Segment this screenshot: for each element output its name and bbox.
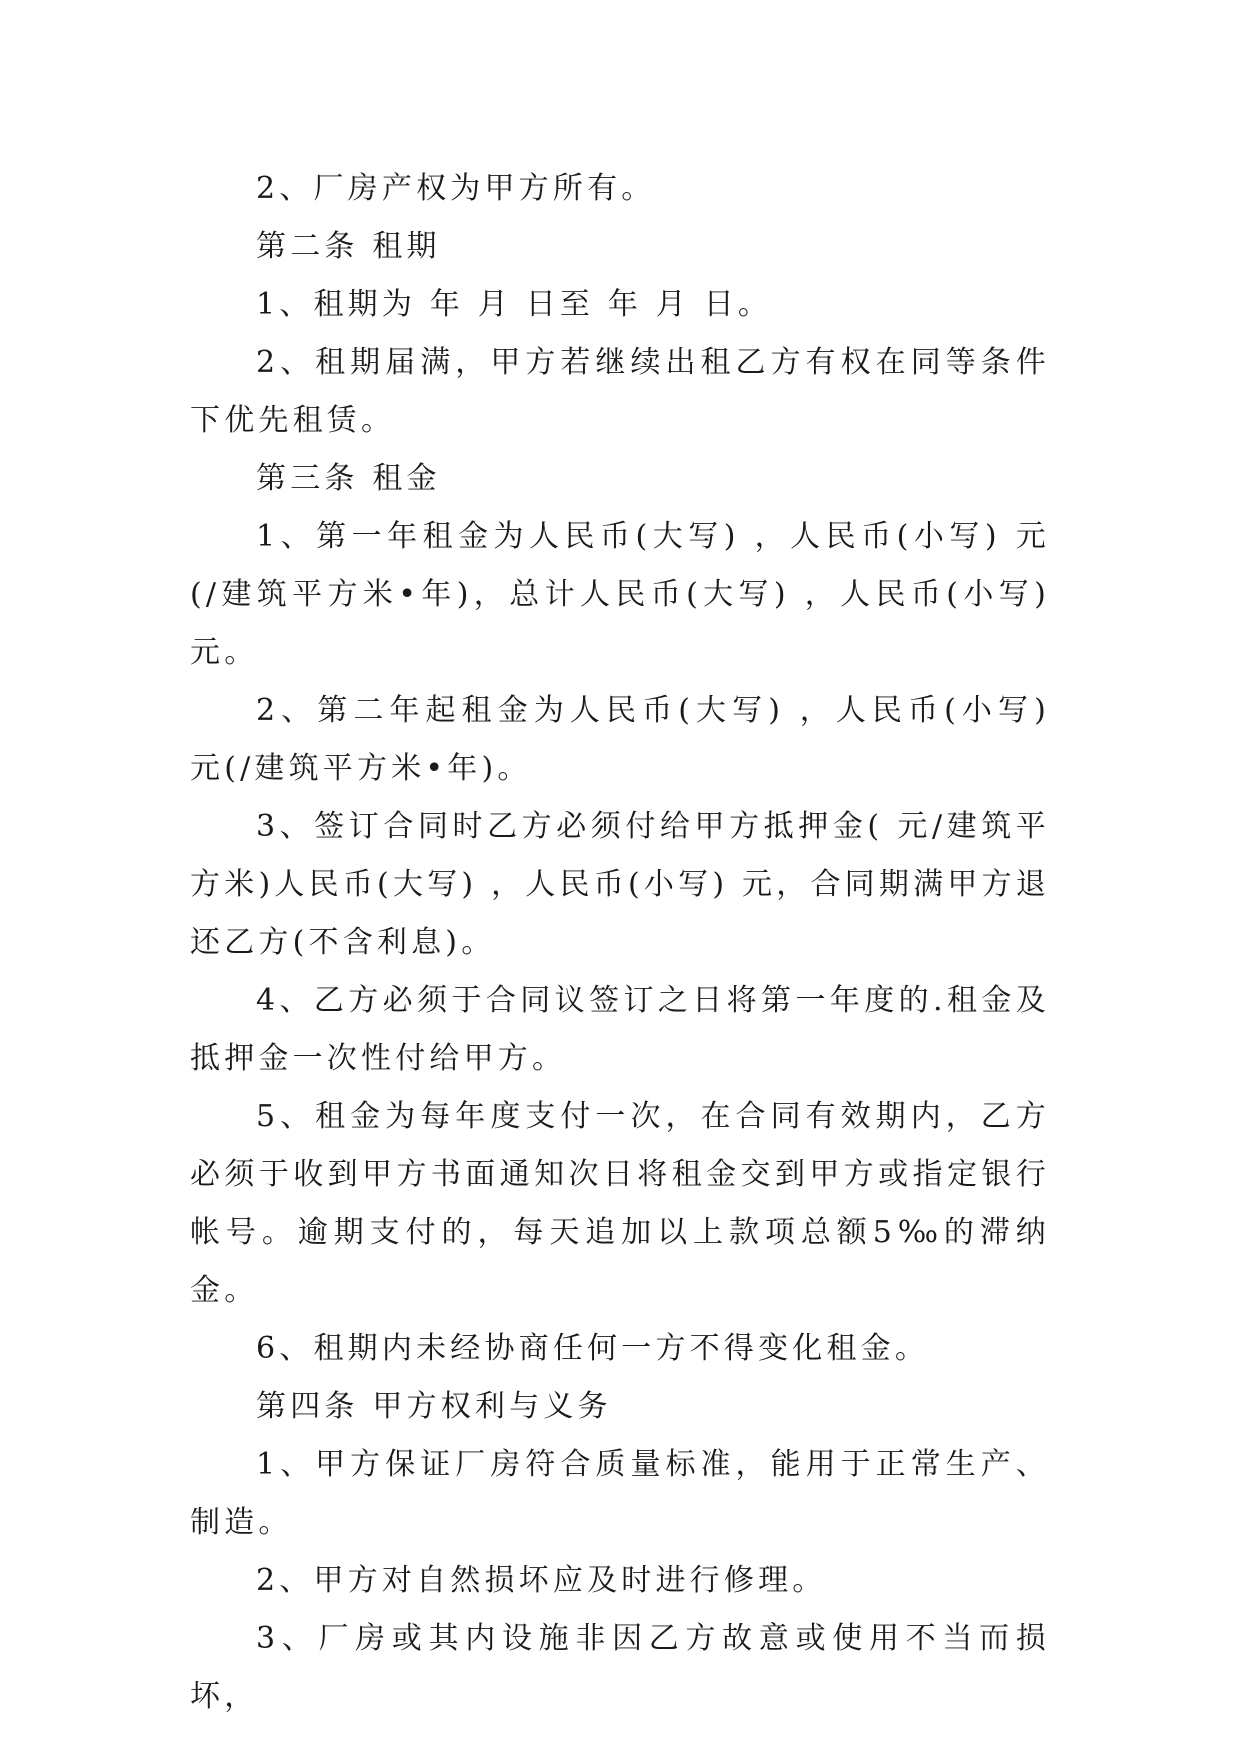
clause-ownership: 2、厂房产权为甲方所有。 (256, 171, 656, 206)
second-year-rent: 2、第二年起租金为人民币(大写) ，人民币(小写) 元(/建筑平方米•年)。 (190, 693, 1050, 786)
first-payment-clause: 4、乙方必须于合同议签订之日将第一年度的.租金及抵押金一次性付给甲方。 (190, 983, 1050, 1076)
article-four-heading: 第四条 甲方权利与义务 (256, 1389, 612, 1424)
annual-payment-clause: 5、租金为每年度支付一次，在合同有效期内，乙方必须于收到甲方书面通知次日将租金交到甲方或指定银行帐号。逾期支付的，每天追加以上款项总额5‰的滞纳金。 (190, 1099, 1050, 1308)
quality-guarantee-clause: 1、甲方保证厂房符合质量标准，能用于正常生产、制造。 (190, 1447, 1050, 1540)
damage-clause: 3、厂房或其内设施非因乙方故意或使用不当而损坏， (190, 1621, 1050, 1714)
article-three-heading: 第三条 租金 (256, 461, 441, 496)
repair-clause: 2、甲方对自然损坏应及时进行修理。 (256, 1563, 827, 1598)
lease-term-dates: 1、租期为 年 月 日至 年 月 日。 (256, 287, 773, 322)
first-year-rent: 1、第一年租金为人民币(大写) ，人民币(小写) 元(/建筑平方米•年)，总计人民币(大写) ，人民币(小写) 元。 (190, 519, 1050, 670)
lease-renewal-priority: 2、租期届满，甲方若继续出租乙方有权在同等条件下优先租赁。 (190, 345, 1050, 438)
document-body (190, 160, 1050, 1726)
rent-change-clause: 6、租期内未经协商任何一方不得变化租金。 (256, 1331, 930, 1366)
deposit-clause: 3、签订合同时乙方必须付给甲方抵押金( 元/建筑平方米)人民币(大写) ，人民币(小写) 元，合同期满甲方退还乙方(不含利息)。 (190, 809, 1050, 960)
article-two-heading: 第二条 租期 (256, 229, 441, 264)
